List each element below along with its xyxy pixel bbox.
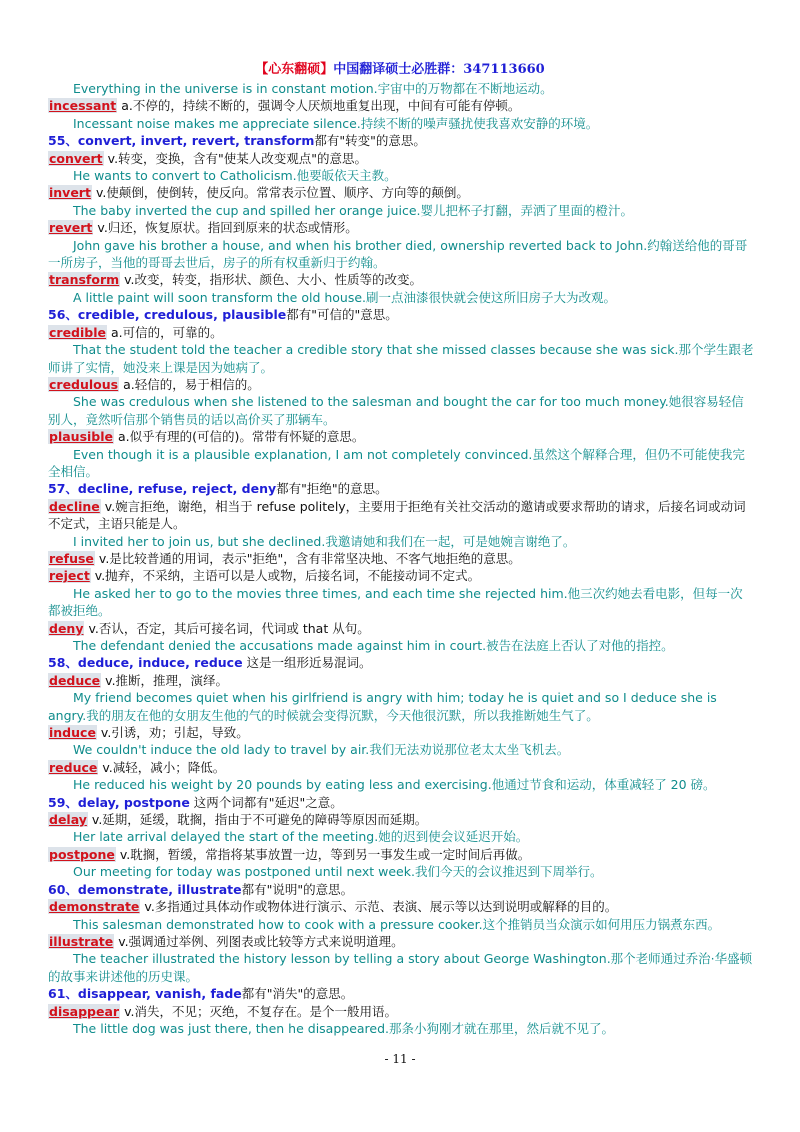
heading-note: 都有"消失"的意思。 [241, 986, 354, 1002]
definition-line [48, 376, 754, 393]
heading-title: 57、decline, refuse, reject, deny [48, 481, 277, 497]
definition-text: v.归还，恢复原状。指回到原来的状态或情形。 [97, 220, 358, 236]
example-english: John gave his brother a house, and when his brother died, ownership reverted back to John. [73, 237, 648, 253]
example-sentence [48, 863, 754, 880]
example-english: He reduced his weight by 20 pounds by eating less and exercising. [73, 777, 492, 793]
headword: postpone [49, 846, 115, 862]
example-english: He wants to convert to Catholicism. [73, 168, 297, 184]
definition-line [48, 324, 754, 341]
headword: credible [49, 324, 106, 340]
example-english: The little dog was just there, then he disappeared. [73, 1020, 390, 1036]
definition-text: v.强调通过举例、列图表或比较等方式来说明道理。 [118, 933, 404, 949]
example-sentence [48, 289, 754, 306]
page-number: - 11 - [384, 1052, 416, 1066]
headword: disappear [49, 1003, 120, 1019]
example-sentence [48, 950, 754, 985]
headword: decline [49, 498, 100, 514]
example-sentence [48, 115, 754, 132]
section-heading [48, 881, 754, 898]
example-sentence [48, 446, 754, 481]
example-english: Her late arrival delayed the start of the meeting. [73, 829, 379, 845]
definition-text: v.是比较普通的用词，表示"拒绝"，含有非常坚决地、不客气地拒绝的意思。 [98, 550, 521, 566]
headword: demonstrate [49, 899, 140, 915]
example-chinese: 他三次约她去看电影，但每一次都被拒绝。 [48, 585, 743, 619]
section-heading [48, 654, 754, 671]
headword: incessant [49, 98, 117, 114]
definition-line [48, 550, 754, 567]
example-chinese: 宇宙中的万物都在不断地运动。 [377, 81, 553, 96]
headword: invert [49, 185, 91, 201]
definition-line [48, 219, 754, 236]
definition-line [48, 150, 754, 167]
heading-note: 这两个词都有"延迟"之意。 [189, 794, 343, 810]
definition-text: v.婉言拒绝，谢绝，相当于 refuse politely，主要用于拒绝有关社交活动的邀请或要求帮助的请求，后接名词或动词不定式，主语只能是人。 [48, 498, 746, 532]
example-chinese: 婴儿把杯子打翻，弄洒了里面的橙汁。 [420, 202, 634, 218]
example-sentence [48, 689, 754, 724]
definition-text: v.多指通过具体动作或物体进行演示、示范、表演、展示等以达到说明或解释的目的。 [144, 899, 618, 915]
example-sentence [48, 533, 754, 550]
heading-note: 都有"可信的"意思。 [286, 307, 398, 323]
example-chinese: 被告在法庭上否认了对他的指控。 [486, 638, 674, 653]
example-english: She was credulous when she listened to the salesman and bought the car for too much money. [73, 394, 669, 410]
definition-line [48, 811, 754, 828]
example-chinese: 这个推销员当众演示如何用压力锅煮东西。 [482, 916, 721, 932]
heading-note: 都有"拒绝"的意思。 [276, 481, 388, 497]
headword: transform [49, 272, 120, 288]
heading-title: 61、disappear, vanish, fade [48, 986, 242, 1002]
example-sentence [48, 202, 754, 219]
definition-line [48, 567, 754, 584]
definition-line [48, 428, 754, 445]
example-sentence [48, 637, 754, 654]
headword: deduce [49, 672, 101, 688]
definition-line [48, 759, 754, 776]
definition-text: v.减轻，减小；降低。 [102, 759, 226, 775]
definition-text: v.否认，否定，其后可接名词，代词或 that 从句。 [88, 620, 370, 636]
example-chinese: 他要皈依天主教。 [296, 168, 397, 184]
group-info: 中国翻译硕士必胜群：347113660 [333, 62, 545, 77]
definition-line [48, 620, 754, 637]
example-sentence [48, 916, 754, 933]
definition-text: a.可信的，可靠的。 [110, 324, 223, 340]
heading-note: 都有"转变"的意思。 [314, 133, 426, 149]
headword: plausible [49, 429, 114, 445]
headword: delay [49, 812, 87, 828]
example-chinese: 约翰送给他的哥哥一所房子，当他的哥哥去世后，房子的所有权重新归于约翰。 [48, 237, 748, 271]
vocabulary-content [48, 80, 754, 1037]
definition-line [48, 724, 754, 741]
definition-line [48, 672, 754, 689]
section-heading [48, 132, 754, 149]
headword: reject [49, 568, 90, 584]
definition-line [48, 97, 754, 114]
definition-text: v.消失，不见；灭绝，不复存在。是个一般用语。 [124, 1003, 397, 1019]
example-english: Our meeting for today was postponed until next week. [73, 864, 415, 880]
example-chinese: 那条小狗刚才就在那里，然后就不见了。 [389, 1020, 615, 1036]
example-sentence [48, 167, 754, 184]
example-chinese: 他通过节食和运动，体重减轻了 20 磅。 [491, 777, 716, 793]
headword: induce [49, 725, 96, 741]
brand-name: 【心东翻硕】 [255, 62, 334, 77]
definition-text: v.延期，延缓，耽搁，指由于不可避免的障碍等原因而延期。 [91, 812, 428, 828]
example-english: The baby inverted the cup and spilled her orange juice. [73, 202, 421, 218]
example-chinese: 持续不断的噪声骚扰使我喜欢安静的环境。 [360, 115, 599, 131]
page-header [0, 62, 800, 78]
example-english: The defendant denied the accusations made against him in court. [73, 638, 487, 653]
example-sentence [48, 741, 754, 758]
definition-text: v.引诱，劝；引起，导致。 [100, 725, 249, 741]
example-english: This salesman demonstrated how to cook with a pressure cooker. [73, 916, 483, 932]
example-chinese: 那个老师通过乔治·华盛顿的故事来讲述他的历史课。 [48, 951, 753, 984]
example-english: Even though it is a plausible explanation, I am not completely convinced. [73, 446, 533, 462]
example-sentence [48, 776, 754, 793]
example-english: Everything in the universe is in constant motion. [73, 81, 378, 96]
definition-line [48, 933, 754, 950]
example-english: We couldn't induce the old lady to travel by air. [73, 742, 370, 758]
definition-line [48, 271, 754, 288]
definition-line [48, 184, 754, 201]
example-chinese: 那个学生跟老师讲了实情，她没来上课是因为她病了。 [48, 342, 754, 375]
definition-text: a.不停的，持续不断的，强调令人厌烦地重复出现，中间有可能有停顿。 [121, 98, 521, 114]
definition-line [48, 498, 754, 533]
example-sentence [48, 585, 754, 620]
example-chinese: 虽然这个解释合理，但仍不可能使我完全相信。 [48, 446, 745, 479]
heading-title: 60、demonstrate, illustrate [48, 881, 242, 897]
headword: reduce [49, 759, 98, 775]
definition-text: v.使颠倒，使倒转，使反向。常常表示位置、顺序、方向等的颠倒。 [95, 185, 469, 201]
headword: refuse [49, 550, 94, 566]
definition-line [48, 898, 754, 915]
headword: revert [49, 220, 93, 236]
definition-text: a.似乎有理的(可信的)。常带有怀疑的意思。 [118, 429, 365, 445]
example-chinese: 我邀请她和我们在一起，可是她婉言谢绝了。 [325, 533, 576, 549]
example-chinese: 她的迟到使会议延迟开始。 [378, 829, 529, 845]
example-sentence [48, 341, 754, 376]
definition-text: v.耽搁，暂缓，常指将某事放置一边，等到另一事发生或一定时间后再做。 [119, 846, 531, 862]
example-chinese: 我们今天的会议推迟到下周举行。 [414, 864, 603, 880]
example-chinese: 我们无法劝说那位老太太坐飞机去。 [369, 742, 570, 758]
heading-title: 58、deduce, induce, reduce [48, 655, 243, 671]
definition-text: v.推断，推理，演绎。 [105, 672, 229, 688]
headword: convert [49, 150, 103, 166]
section-heading [48, 794, 754, 811]
example-sentence [48, 393, 754, 428]
example-sentence [48, 828, 754, 845]
example-sentence [48, 237, 754, 272]
definition-text: v.改变，转变，指形状、颜色、大小、性质等的改变。 [124, 272, 423, 288]
example-english: I invited her to join us, but she declined. [73, 533, 326, 549]
definition-line [48, 1003, 754, 1020]
heading-title: 56、credible, credulous, plausible [48, 307, 287, 323]
example-chinese: 我的朋友在他的女朋友生他的气的时候就会变得沉默，今天他很沉默，所以我推断她生气了。 [86, 707, 599, 723]
heading-title: 55、convert, invert, revert, transform [48, 133, 315, 149]
definition-text: v.转变，变换，含有"使某人改变观点"的意思。 [107, 150, 368, 166]
example-english: He asked her to go to the movies three times, and each time she rejected him. [73, 585, 568, 601]
example-english: My friend becomes quiet when his girlfriend is angry with him; today he is quiet and so I deduce she is angry. [48, 690, 717, 723]
section-heading [48, 306, 754, 323]
example-english: A little paint will soon transform the old house. [73, 289, 367, 305]
example-sentence [48, 1020, 754, 1037]
example-chinese: 她很容易轻信别人，竟然听信那个销售员的话以高价买了那辆车。 [48, 394, 744, 427]
section-heading [48, 480, 754, 497]
headword: illustrate [49, 933, 114, 949]
example-english: The teacher illustrated the history lesson by telling a story about George Washington. [73, 951, 611, 967]
heading-note: 都有"说明"的意思。 [241, 881, 354, 897]
example-english: Incessant noise makes me appreciate silence. [73, 115, 361, 131]
definition-line [48, 846, 754, 863]
definition-text: a.轻信的，易于相信的。 [123, 376, 260, 392]
definition-text: v.抛弃，不采纳，主语可以是人或物，后接名词，不能接动词不定式。 [94, 568, 481, 584]
heading-note: 这是一组形近易混词。 [242, 655, 372, 671]
example-chinese: 刷一点油漆很快就会使这所旧房子大为改观。 [366, 289, 617, 305]
example-sentence [48, 80, 754, 97]
example-english: That the student told the teacher a credible story that she missed classes because she was sick. [73, 342, 679, 358]
heading-title: 59、delay, postpone [48, 794, 190, 810]
section-heading [48, 985, 754, 1002]
headword: deny [49, 620, 84, 636]
headword: credulous [49, 376, 119, 392]
